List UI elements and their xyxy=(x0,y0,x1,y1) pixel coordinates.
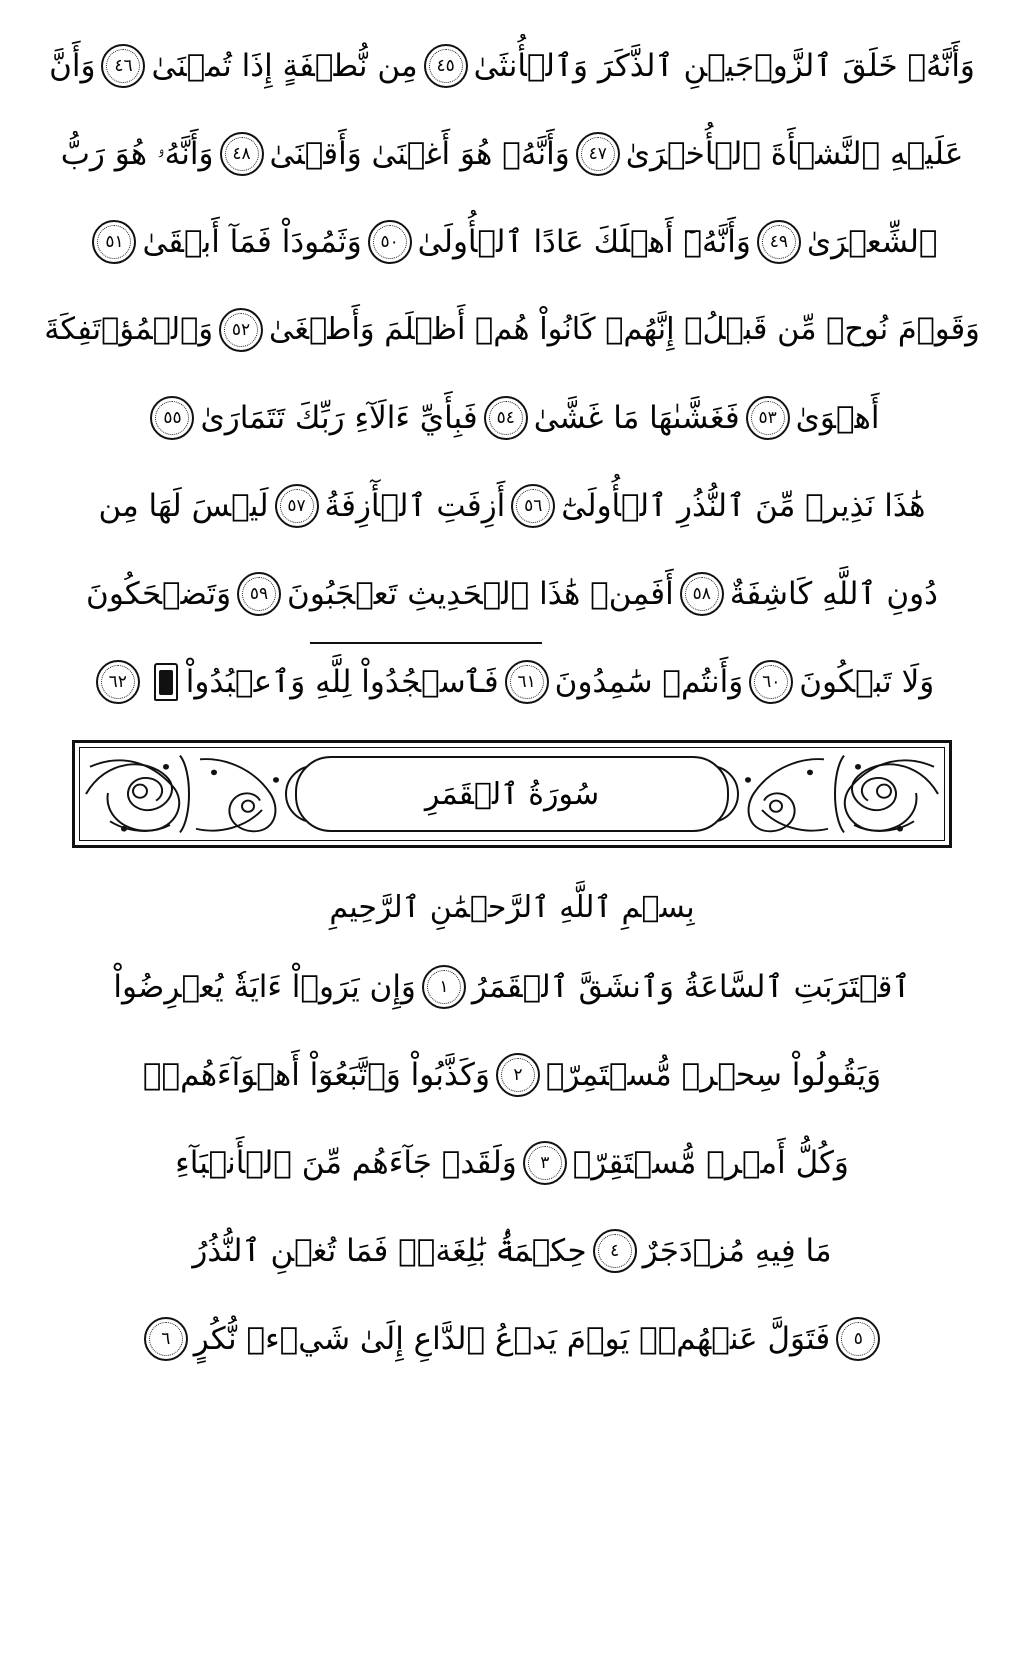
ayah-text: وَكُلُّ أَمۡرٖ مُّسۡتَقِرّٞ xyxy=(572,1144,849,1181)
ayah-number-value: ٦٠ xyxy=(762,671,781,692)
ayah-line xyxy=(40,286,984,374)
ayah-line xyxy=(40,374,984,462)
ayah-text: ٱلشِّعۡرَىٰ xyxy=(806,223,938,260)
ayah-number-medallion xyxy=(220,132,264,176)
ayah-number-medallion xyxy=(757,220,801,264)
ayah-number-medallion xyxy=(219,308,263,352)
ayah-number-value: ٥٠ xyxy=(380,231,399,252)
ayah-number-medallion xyxy=(576,132,620,176)
ayah-number-medallion xyxy=(749,660,793,704)
ayah-line xyxy=(40,943,984,1031)
arabesque-ornament-right-icon xyxy=(726,748,944,840)
ayah-number-value: ٥٤ xyxy=(496,407,515,428)
ayah-number-medallion xyxy=(505,660,549,704)
ayah-number-medallion xyxy=(680,572,724,616)
ayah-number-value: ٥ xyxy=(853,1328,863,1349)
ayah-number-value: ٤٩ xyxy=(769,231,789,252)
ayah-text: حِكۡمَةُۢ بَٰلِغَةٞۖ فَمَا تُغۡنِ ٱلنُّذُرُ xyxy=(192,1232,587,1269)
ayah-line xyxy=(40,638,984,726)
ayah-text: لَيۡسَ لَهَا مِن xyxy=(98,487,269,524)
ayah-number-medallion xyxy=(275,484,319,528)
ayah-number-value: ٥١ xyxy=(105,231,124,252)
basmala-line: بِسۡمِ ٱللَّهِ ٱلرَّحۡمَٰنِ ٱلرَّحِيمِ xyxy=(329,890,695,925)
ayah-number-medallion xyxy=(484,396,528,440)
ayah-line xyxy=(40,198,984,286)
ayah-number-value: ٤٨ xyxy=(232,143,251,164)
ayah-line xyxy=(40,462,984,550)
ayah-text: فَغَشَّىٰهَا مَا غَشَّىٰ xyxy=(533,399,740,436)
ayah-number-medallion xyxy=(523,1141,567,1185)
ayah-text: أَزِفَتِ ٱلۡأٓزِفَةُ xyxy=(324,487,506,524)
ayah-line xyxy=(40,1031,984,1119)
line-divider xyxy=(310,642,542,644)
ayah-number-medallion xyxy=(836,1317,880,1361)
ayah-number-value: ٢ xyxy=(513,1064,523,1085)
ayah-number-medallion xyxy=(593,1229,637,1273)
surah-header-banner xyxy=(72,740,952,848)
surah-header-frame xyxy=(79,747,945,841)
ayah-text: وَتَضۡحَكُونَ xyxy=(86,575,232,612)
ayah-text: دُونِ ٱللَّهِ كَاشِفَةٌ xyxy=(729,575,938,612)
ayah-text: هَٰذَا نَذِيرٞ مِّنَ ٱلنُّذُرِ ٱلۡأُولَىٰٓ xyxy=(561,487,926,524)
ayah-number-value: ٤٦ xyxy=(114,55,133,76)
ayah-text: وَيَقُولُواْ سِحۡرٞ مُّسۡتَمِرّٞ xyxy=(545,1056,882,1093)
ayah-number-value: ٥٢ xyxy=(231,319,251,340)
ayah-text: فَٱسۡجُدُواْ لِلَّهِ وَٱعۡبُدُواْ xyxy=(185,663,499,700)
ayah-number-medallion xyxy=(496,1053,540,1097)
ayah-number-medallion xyxy=(368,220,412,264)
ayah-line xyxy=(40,550,984,638)
ayah-text: مِن نُّطۡفَةٍ إِذَا تُمۡنَىٰ xyxy=(151,47,418,84)
ayah-text: ٱقۡتَرَبَتِ ٱلسَّاعَةُ وَٱنشَقَّ ٱلۡقَمَرُ xyxy=(471,968,911,1005)
ayah-text: وَأَنَّهُۥ هُوَ رَبُّ xyxy=(60,135,214,172)
ayah-number-medallion xyxy=(101,44,145,88)
surah-al-qamar-text-block xyxy=(40,943,984,1383)
ayah-text: وَثَمُودَاْ فَمَآ أَبۡقَىٰ xyxy=(142,223,362,260)
surah-an-najm-text-block xyxy=(40,22,984,726)
ayah-number-value: ٤٧ xyxy=(588,143,607,164)
ayah-text: مَا فِيهِ مُزۡدَجَرٌ xyxy=(642,1232,832,1269)
ayah-number-value: ٤٥ xyxy=(436,55,455,76)
arabesque-ornament-left-icon xyxy=(80,748,298,840)
ayah-line xyxy=(40,1295,984,1383)
ayah-number-medallion xyxy=(422,965,466,1009)
ayah-number-medallion xyxy=(96,660,140,704)
ayah-number-value: ٥٨ xyxy=(692,583,711,604)
ayah-number-value: ٤ xyxy=(610,1240,620,1261)
ayah-text: عَلَيۡهِ ٱلنَّشۡأَةَ ٱلۡأُخۡرَىٰ xyxy=(625,135,964,172)
ayah-line xyxy=(40,1119,984,1207)
ayah-number-value: ٦ xyxy=(161,1328,171,1349)
surah-title: سُورَةُ ٱلۡقَمَرِ xyxy=(424,776,600,812)
ayah-text: فَتَوَلَّ عَنۡهُمۡۘ يَوۡمَ يَدۡعُ ٱلدَّاعِ إِلَىٰ شَيۡءٖ نُّكُرٍ xyxy=(193,1320,831,1357)
ayah-text: وَأَنَّهُۥٓ أَهۡلَكَ عَادًا ٱلۡأُولَىٰ xyxy=(417,223,751,260)
ayah-number-medallion xyxy=(92,220,136,264)
ayah-number-medallion xyxy=(237,572,281,616)
ayah-text: وَٱلۡمُؤۡتَفِكَةَ xyxy=(44,311,214,347)
ayah-number-value: ٥٦ xyxy=(524,495,543,516)
ayah-number-medallion xyxy=(424,44,468,88)
ayah-text: أَفَمِنۡ هَٰذَا ٱلۡحَدِيثِ تَعۡجَبُونَ xyxy=(287,575,674,612)
ayah-text: وَأَنتُمۡ سَٰمِدُونَ xyxy=(554,663,744,700)
ayah-text: وَقَوۡمَ نُوحٖ مِّن قَبۡلُۖ إِنَّهُمۡ كَانُواْ هُمۡ أَظۡلَمَ وَأَطۡغَىٰ xyxy=(269,311,980,347)
ayah-text: وَكَذَّبُواْ وَٱتَّبَعُوٓاْ أَهۡوَآءَهُمۡۚ xyxy=(142,1056,490,1093)
ayah-text: وَأَنَّهُۥ خَلَقَ ٱلزَّوۡجَيۡنِ ٱلذَّكَرَ وَٱلۡأُنثَىٰ xyxy=(473,47,975,84)
ayah-number-medallion xyxy=(746,396,790,440)
ayah-text: وَإِن يَرَوۡاْ ءَايَةٗ يُعۡرِضُواْ xyxy=(113,968,416,1005)
ayah-text: فَبِأَيِّ ءَالَآءِ رَبِّكَ تَتَمَارَىٰ xyxy=(200,399,478,436)
sajdah-marker-icon xyxy=(154,663,178,701)
ayah-line xyxy=(40,22,984,110)
ayah-line xyxy=(40,110,984,198)
ayah-text: أَهۡوَىٰ xyxy=(795,399,880,436)
ayah-text: وَأَنَّ xyxy=(49,47,96,84)
ayah-number-value: ٥٣ xyxy=(758,407,777,428)
surah-title-plate xyxy=(295,756,729,832)
ayah-line xyxy=(40,1207,984,1295)
ayah-text: وَأَنَّهُۥ هُوَ أَغۡنَىٰ وَأَقۡنَىٰ xyxy=(269,135,570,172)
ayah-number-medallion xyxy=(511,484,555,528)
ayah-number-value: ٦١ xyxy=(517,671,536,692)
ayah-text: وَلَا تَبۡكُونَ xyxy=(799,663,935,700)
ayah-text: وَلَقَدۡ جَآءَهُم مِّنَ ٱلۡأَنۢبَآءِ xyxy=(175,1144,517,1181)
ayah-number-value: ١ xyxy=(439,976,449,997)
ayah-number-medallion xyxy=(150,396,194,440)
ayah-number-value: ٦٢ xyxy=(108,671,127,692)
ayah-number-value: ٣ xyxy=(540,1152,550,1173)
ayah-number-value: ٥٧ xyxy=(287,495,306,516)
ayah-number-value: ٥٥ xyxy=(163,407,182,428)
ayah-number-medallion xyxy=(144,1317,188,1361)
ayah-number-value: ٥٩ xyxy=(249,583,269,604)
